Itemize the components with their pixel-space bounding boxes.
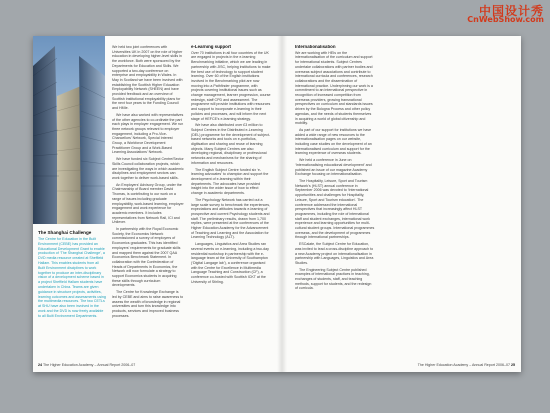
col1-paragraph: The Centre for Knowledge Exchange is led by CEBE and aims to raise awareness to assess the wealth of knowledge in regional universities and turn this knowledge into products, services and improved business processes. [112, 290, 184, 318]
col3-paragraph: We are working with HEIs on the internationalisation of the curriculum and support for international students. Subject Centres undertake collaborations with partner bodies and overseas subject associations and contribute to international curricula and conferences, research collaborations and the dissemination of international practice. Underpinning our work is a commitment to an international perspective in recognition of increased competition from overseas providers, growing transnational perspectives on curriculum and standards issues driven by the Bologna Process and other policy agendas, and the needs of students themselves in acquiring a world of global citizenship and mobility. [295, 50, 373, 126]
col3-paragraph: We held a conference in June on ‘Internationalising educational development’ and published an issue of our magazine Academy Exchange focusing on internationalisation. [295, 158, 372, 177]
left-page-footer [38, 363, 135, 367]
col2-paragraph: Languages, Linguistics and Area Studies ran several events on e-learning, including a two-day residential workshop in partnership with the e-language team at the University of Southampton (‘Digital Langage lab’), a conference organised with the Centre for Excellence in Multimedia Language Teaching and Construction (CF), a conference co-hosted with Scottish ICKT at the University of Stirling. [191, 242, 269, 284]
callout-heading: The Shanghai Challenge [38, 230, 92, 235]
left-footer-text: The Higher Education Academy – Annual Report 2006–07 [42, 363, 136, 367]
col1-paragraph: An Employers' Advisory Group, under the Chairmanship of Board member David Thomas, is contributing to our work on a range of issues including graduate employability, work-based learning, employer engagement and work experience for academic members. It includes representatives from Network Rail, ICI and Unilever. [112, 182, 184, 225]
col3-paragraph: The Hospitality, Leisure, Sport and Tourism Network’s (HLST) annual conference in September 2006 was devoted to ‘International opportunities and challenges for Hospitality, Leisure, Sport and Tourism education’. The conference addressed the international perspectives that increasingly affect HLST programmes, including the role of international staff and student exchanges, international work experience and learning opportunities for multi-cultural student groups. International programmes overseas, and the development of programmes through international partnerships. [295, 178, 375, 240]
text-column-2 [191, 45, 271, 359]
col2-paragraph: Over 70 institutions in all four countries of the UK are engaged in projects in the e-learning Benchmarking initiative, which we are leading in partnership with JISC, helping institutions to make the best use of technology to support student learning. Over 60 of the English institutions involved in the Benchmarking pilot are now moving into a Pathfinder programme, with projects covering institutional issues such as change management, learner progression, course redesign, staff CPD and assessment. The programme will provide institutions with resources and support to incorporate e-learning in their policies and processes, and will inform the next stage of HEFCE's e-learning strategy. [191, 50, 271, 121]
text-column-3 [295, 45, 375, 359]
right-page-number: 25 [511, 363, 515, 367]
page-gutter [277, 36, 287, 372]
col2-paragraph: The Psychology Network has carried out a large scale survey to benchmark the experiences, expectations and attitudes towards e-learning of prospective and current Psychology students and staff. The preliminary results, drawn from 1,700 replies, were presented at the conferences of the Higher Education Academy for the Advancement of Teaching and Learning and the Association for Learning Technology (ALT). [191, 197, 271, 240]
col1-paragraph: We held two joint conferences with Universities UK in 2007 on the role of higher education in developing higher-level skills in the workforce. Both were sponsored by the Departments for Education and Skills. We supported a two-day conference on enterprise and employability in Wales. In May in Scotland we have been involved with establishing the Scottish Higher Education Employability Network (SHEEN) and have provided feedback and an overview of Scottish institutional employability plans for the next four years to the Funding Council and HMIe. [112, 45, 183, 111]
col3-paragraph: As part of our support for institutions we have added a wide range of new resources to the internationalisation pages on our website, including case studies on the development of an internationalised curriculum and support for the learning experience of overseas students. [295, 127, 372, 156]
col2-paragraph: We have also distributed over £3 million to Subject Centres in the Distributed e-Learning (DEL) programme for the development of subject-based networks and tools on e-portfolios, digitisation and sharing and reuse of learning objects. Many Subject Centres are also developing regional, disciplinary or professional networks and mechanisms for the sharing of information and resources. [191, 123, 271, 165]
col3-paragraph: The Engineering Subject Centre published examples of international practices in teaching, exchanges of students, staff, and teaching methods, support for students, and the redesign of curricula. [295, 267, 372, 291]
skyscraper-photo [33, 36, 105, 224]
elearning-heading: e-Learning support [191, 45, 232, 49]
callout-text: The Centre for Education in the Built Environment (CEBE) has provided an Educational Development Grant to enable production of ‘The Shanghai Challenge’, a DVD media resource created at Sheffield Hallam. This enables students from all Built Environment disciplines to work together to produce an inter-disciplinary vision of a development scheme based in a project Sheffield Hallam students have undertaken in China. Teams are given guidance in structure projects, activities, learning outcomes and assessments using the multimedia resources. The two CETLs at SHU have also been involved in the work and the DVD is now freely available to all Built Environment Departments. [38, 237, 106, 318]
watermark-cn: 中国设计秀 [478, 4, 544, 18]
internationalisation-heading: Internationalisation [295, 45, 336, 49]
col1-paragraph: In partnership with the Royal Economic Society, the Economics Network commissioned a survey of employers of Economics graduates. This has identified employers' requirements for graduate skills and mapped them against the 2007 QAA Economics Benchmark Statement. In collaboration with the Confederation of Heads of Departments in Economics, the Network will now formulate a strategy to support Economics students in acquiring these skills through curriculum developments. [112, 227, 181, 288]
right-page-footer [418, 363, 515, 367]
col1-paragraph: We have also worked with representatives of the other agencies to co-ordinate the part each plays in employer engagement. We run three network groups relevant to employer engagement, including a Pro-Vice-Chancellors' Network, Special Interest Group, a Workforce Development Practitioner Group and a Work-Based Learning Associations' Network. [112, 112, 184, 155]
skyscraper-illustration [33, 36, 105, 224]
col3-paragraph: ESCalate, the Subject Centre for Education, was invited to lead a cross-discipline approach to a new Academy project on internationalisation in partnership with Languages, Linguistics and Area Studies. [295, 242, 374, 265]
document-spread [33, 36, 521, 372]
col2-paragraph: The English Subject Centre funded six ‘e-learning advocates’ to champion and support the development of e-learning within their departments. The advocates have provided insight into the wider issue of how to effect change in academic departments. [191, 167, 269, 196]
shanghai-challenge-callout [38, 230, 106, 372]
left-page-number: 24 [38, 363, 42, 367]
col1-paragraph: We have funded six Subject Centre/Sector Skills Council collaboration projects, which are investigating the ways in which academic disciplines and employment sectors can work together to deliver work-based skills. [112, 157, 184, 180]
watermark-en: CnWebShow.com [467, 15, 544, 24]
text-column-1 [112, 45, 184, 359]
right-footer-text: The Higher Education Academy – Annual Report 2006–07 [417, 363, 510, 367]
